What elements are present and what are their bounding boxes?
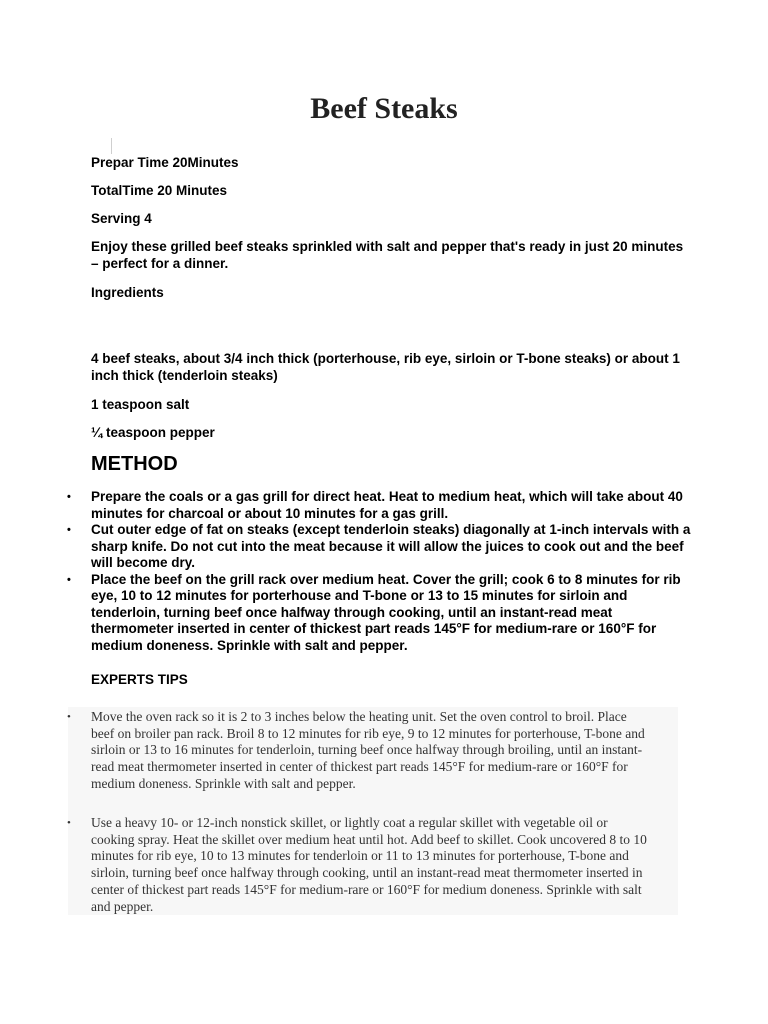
method-step-text: Cut outer edge of fat on steaks (except tenderloin steaks) diagonally at 1-inch intervals with a sharp knife. Do not cut into the meat because it will allow the juices to cook out and the beef will become dry.	[91, 522, 691, 570]
method-heading: METHOD	[91, 453, 178, 475]
tip-text: Use a heavy 10- or 12-inch nonstick skillet, or lightly coat a regular skillet with vegetable oil or cooking spray. Heat the skillet over medium heat until hot. Add beef to skillet. Cook uncovered 8 to 10 minutes for rib eye, 10 to 13 minutes for tenderloin or 11 to 13 minutes for porterhouse, T-bone and sirloin, turning beef once halfway through cooking, until an instant-read meat thermometer inserted in center of thickest part reads 145°F for medium-rare or 160°F for medium doneness. Sprinkle with salt and pepper.	[91, 815, 647, 914]
tips-list	[67, 709, 651, 793]
intro-text: Enjoy these grilled beef steaks sprinkled with salt and pepper that's ready in just 20 minutes – perfect for a dinner.	[91, 239, 684, 271]
bullet-icon: •	[67, 817, 71, 829]
total-time: TotalTime 20 Minutes	[91, 183, 228, 198]
tip-item	[67, 709, 651, 793]
bullet-icon: •	[67, 491, 71, 503]
tip-text: Move the oven rack so it is 2 to 3 inches below the heating unit. Set the oven control to broil. Place beef on broiler pan rack. Broil 8 to 12 minutes for rib eye, 9 to 12 minutes for porterhouse, T-bone and sirloin or 13 to 16 minutes for tenderloin, turning beef once halfway through broiling, until an instant-read meat thermometer inserted in center of thickest part reads 145°F for medium-rare or 160°F for medium doneness. Sprinkle with salt and pepper.	[91, 709, 645, 791]
ingredient-item: 4 beef steaks, about 3/4 inch thick (porterhouse, rib eye, sirloin or T-bone steaks) or about 1 inch thick (tenderloin steaks)	[91, 351, 680, 383]
ingredient-item: 1 teaspoon salt	[91, 397, 190, 412]
ingredients-heading: Ingredients	[91, 285, 164, 300]
method-step	[67, 522, 691, 572]
tip-item	[67, 815, 651, 915]
text-cursor	[111, 138, 112, 154]
method-step	[67, 571, 691, 655]
page-title: Beef Steaks	[310, 92, 458, 125]
ingredient-item: ¼ teaspoon pepper	[91, 425, 215, 440]
method-step-text: Prepare the coals or a gas grill for direct heat. Heat to medium heat, which will take about 40 minutes for charcoal or about 10 minutes for a gas grill.	[91, 489, 683, 521]
tips-heading: EXPERTS TIPS	[91, 672, 188, 687]
tips-list	[67, 815, 651, 915]
method-step	[67, 489, 691, 522]
method-step-text: Place the beef on the grill rack over medium heat. Cover the grill; cook 6 to 8 minutes for rib eye, 10 to 12 minutes for porterhouse and T-bone or 13 to 15 minutes for sirloin and tenderloin, turning beef once halfway through cooking, until an instant-read meat thermometer inserted in center of thickest part reads 145°F for medium-rare or 160°F for medium doneness. Sprinkle with salt and pepper.	[91, 571, 681, 653]
method-list	[67, 489, 691, 654]
bullet-icon: •	[67, 711, 71, 723]
prep-time: Prepar Time 20Minutes	[91, 155, 239, 170]
bullet-icon: •	[67, 573, 71, 586]
serving: Serving 4	[91, 211, 152, 226]
bullet-icon: •	[67, 524, 71, 536]
